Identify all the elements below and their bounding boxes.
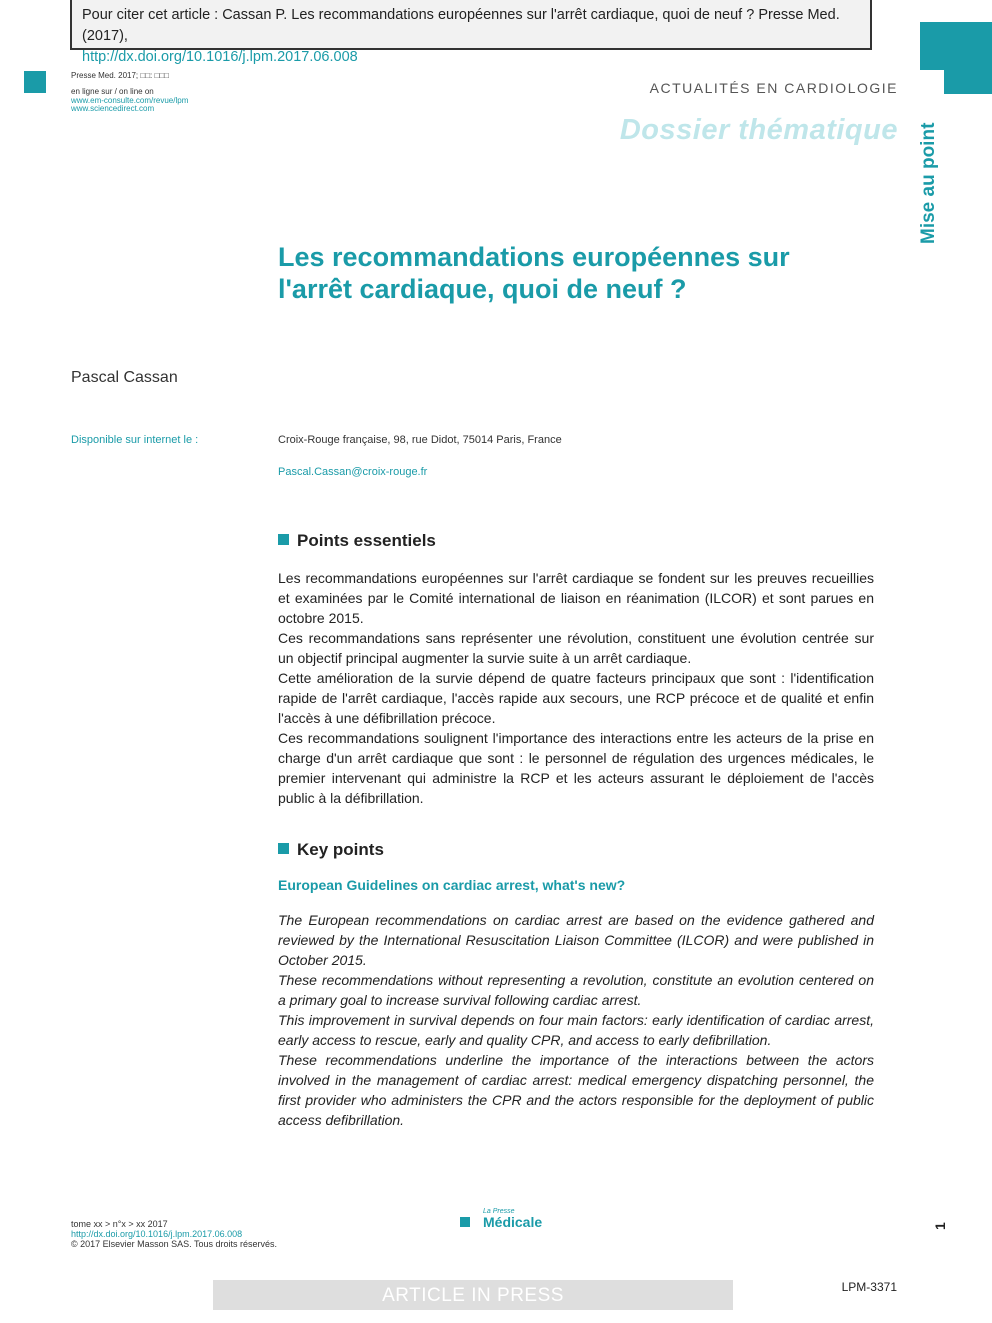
citation-doi-link[interactable]: http://dx.doi.org/10.1016/j.lpm.2017.06.008 bbox=[82, 49, 358, 65]
paragraph: Cette amélioration de la survie dépend de quatre facteurs principaux que sont : l'identification rapide de l'arrêt cardiaque, l'accès rapide aux secours, une RCP précoce et de qualité et enfin l'accès à une défibrillation précoce. bbox=[278, 670, 874, 726]
heading-bullet-square bbox=[278, 843, 289, 854]
side-label-vertical: Mise au point bbox=[918, 122, 939, 244]
header-square-marker bbox=[24, 71, 46, 93]
author-affiliation: Croix-Rouge française, 98, rue Didot, 75014 Paris, France bbox=[278, 434, 562, 446]
footer-doi-link[interactable]: http://dx.doi.org/10.1016/j.lpm.2017.06.008 bbox=[71, 1229, 243, 1239]
em-consulte-link[interactable]: www.em-consulte.com/revue/lpm bbox=[71, 96, 189, 105]
section-heading: ACTUALITÉS EN CARDIOLOGIE bbox=[649, 80, 898, 96]
logo-big-text: Médicale bbox=[483, 1214, 543, 1230]
key-points-heading-text: Key points bbox=[297, 840, 384, 859]
paragraph: Ces recommandations sans représenter une révolution, constituent une évolution centrée sur un objectif principal augmenter la survie suite à un arrêt cardiaque. bbox=[278, 630, 874, 666]
author-name: Pascal Cassan bbox=[71, 369, 178, 386]
key-points-body bbox=[278, 910, 874, 1130]
citation-box bbox=[70, 0, 872, 65]
english-subtitle: European Guidelines on cardiac arrest, what's new? bbox=[278, 877, 626, 893]
corner-tab-notch bbox=[920, 70, 944, 94]
paragraph: These recommendations without representing a revolution, constitute an evolution centered on a primary goal to increase survival following cardiac arrest. bbox=[278, 972, 874, 1008]
author-email-link[interactable]: Pascal.Cassan@croix-rouge.fr bbox=[278, 466, 428, 478]
footer-volume: tome xx > n°x > xx 2017 bbox=[71, 1219, 168, 1229]
paragraph: The European recommendations on cardiac arrest are based on the evidence gathered and reviewed by the International Resuscitation Liaison Committee (ILCOR) and were published in October 2015. bbox=[278, 912, 874, 968]
citation-text: Pour citer cet article : Cassan P. Les recommandations européennes sur l'arrêt cardiaque, quoi de neuf ? Presse Med. (2017), bbox=[82, 7, 840, 44]
article-id: LPM-3371 bbox=[841, 1280, 897, 1294]
available-online-label: Disponible sur internet le : bbox=[71, 434, 199, 446]
online-label: en ligne sur / on line on bbox=[71, 87, 154, 96]
paragraph: Ces recommandations soulignent l'importance des interactions entre les acteurs de la prise en charge d'un arrêt cardiaque que sont : le personnel de régulation des urgences médicales, le premier intervenant qui administre la RCP et les acteurs assurant le déploiement de l'accès public à la défibrillation. bbox=[278, 730, 874, 806]
paragraph: Les recommandations européennes sur l'arrêt cardiaque se fondent sur les preuves recueillies et examinées par le Comité international de liaison en réanimation (ILCOR) et sont parues en octobre 2015. bbox=[278, 570, 874, 626]
footer-copyright: © 2017 Elsevier Masson SAS. Tous droits réservés. bbox=[71, 1239, 278, 1249]
paragraph: This improvement in survival depends on four main factors: early identification of cardiac arrest, early access to rescue, early and quality CPR, and access to early defibrillation. bbox=[278, 1012, 874, 1048]
journal-reference: Presse Med. 2017; □□: □□□ bbox=[71, 71, 169, 80]
logo-small-text: La Presse bbox=[483, 1208, 515, 1215]
key-points-heading bbox=[278, 840, 384, 860]
points-essentiels-heading-text: Points essentiels bbox=[297, 531, 436, 550]
points-essentiels-body bbox=[278, 568, 874, 808]
sciencedirect-link[interactable]: www.sciencedirect.com bbox=[71, 104, 155, 113]
article-title: Les recommandations européennes sur l'arrêt cardiaque, quoi de neuf ? bbox=[278, 242, 790, 304]
points-essentiels-heading bbox=[278, 531, 436, 551]
paragraph: These recommendations underline the importance of the interactions between the actors involved in the management of cardiac arrest: medical emergency dispatching personnel, the first provider who administers the CPR and the actors responsible for the deployment of public access defibrillation. bbox=[278, 1052, 874, 1128]
heading-bullet-square bbox=[278, 534, 289, 545]
logo-square bbox=[460, 1217, 470, 1227]
page-number: 1 bbox=[932, 1222, 948, 1230]
article-in-press-banner: ARTICLE IN PRESS bbox=[213, 1280, 733, 1310]
dossier-label: Dossier thématique bbox=[619, 114, 898, 146]
